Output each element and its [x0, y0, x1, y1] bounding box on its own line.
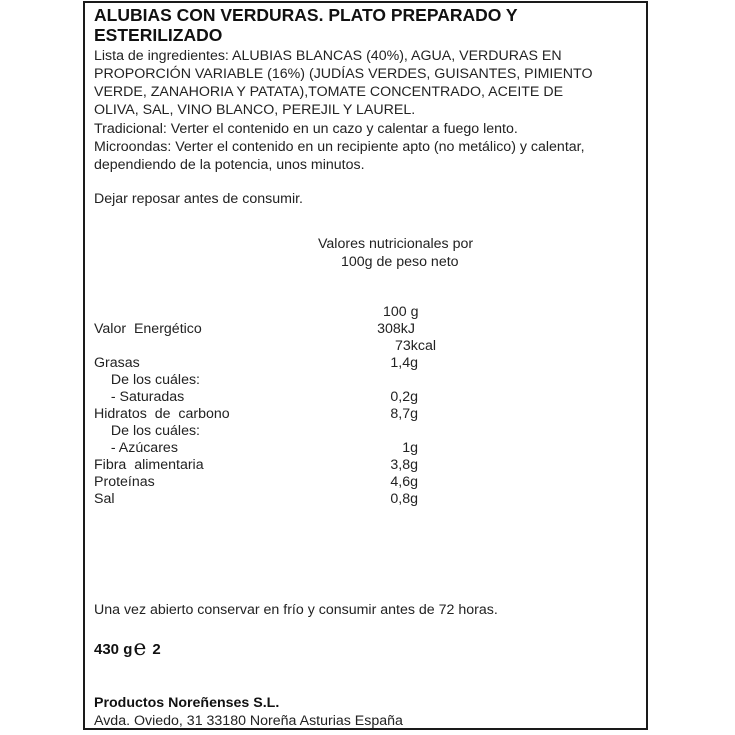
nutrient-value: 1g: [402, 440, 418, 456]
nutrient-label: Sal: [94, 491, 115, 507]
nutrient-value: 0,8g: [390, 491, 418, 507]
nutrient-label: - Azúcares: [103, 440, 178, 456]
net-weight: [94, 636, 161, 661]
nutrition-header-line-1: Valores nutricionales por: [318, 236, 474, 252]
nutrient-value: 8,7g: [390, 406, 418, 422]
microwave-instructions-cont: dependiendo de la potencia, unos minutos.: [94, 157, 365, 173]
manufacturer-name: Productos Noreñenses S.L.: [94, 695, 280, 711]
ingredients-line: VERDE, ZANAHORIA Y PATATA),TOMATE CONCENTRADO, ACEITE DE: [94, 84, 564, 100]
nutrient-label: Grasas: [94, 355, 140, 371]
ingredients-line: PROPORCIÓN VARIABLE (16%) (JUDÍAS VERDES, GUISANTES, PIMIENTO: [94, 66, 593, 82]
traditional-instructions: Tradicional: Verter el contenido en un cazo y calentar a fuego lento.: [94, 121, 518, 137]
nutrient-value: 1,4g: [390, 355, 418, 371]
nutrient-label: Proteínas: [94, 474, 155, 490]
ingredients-line: Lista de ingredientes: ALUBIAS BLANCAS (40%), AGUA, VERDURAS EN: [94, 48, 562, 64]
product-label-panel: [83, 1, 648, 730]
rest-instructions: Dejar reposar antes de consumir.: [94, 191, 303, 207]
manufacturer-address: Avda. Oviedo, 31 33180 Noreña Asturias España: [94, 713, 403, 729]
microwave-instructions: Microondas: Verter el contenido en un recipiente apto (no metálico) y calentar,: [94, 139, 585, 155]
nutrition-header-line-2: 100g de peso neto: [341, 254, 459, 270]
net-weight-code: 2: [152, 641, 161, 658]
nutrient-value: 73kcal: [394, 338, 436, 354]
nutrient-label: Fibra alimentaria: [94, 457, 204, 473]
nutrient-value: 308kJ: [377, 321, 415, 337]
nutrient-label: Hidratos de carbono: [94, 406, 230, 422]
storage-instructions: Una vez abierto conservar en frío y consumir antes de 72 horas.: [94, 602, 498, 618]
nutrient-value: 0,2g: [390, 389, 418, 405]
ingredients-line: OLIVA, SAL, VINO BLANCO, PEREJIL Y LAUREL.: [94, 102, 416, 118]
nutrient-sublabel: De los cuáles:: [103, 372, 200, 388]
estimated-sign-icon: e: [133, 636, 147, 661]
nutrient-label: Valor Energético: [94, 321, 202, 337]
net-weight-amount: 430 g: [94, 641, 133, 658]
nutrient-value: 4,6g: [390, 474, 418, 490]
nutrient-value: 3,8g: [390, 457, 418, 473]
nutrient-label: - Saturadas: [103, 389, 185, 405]
product-title-line-2: ESTERILIZADO: [94, 25, 223, 45]
nutrition-column-header: 100 g: [383, 304, 419, 320]
nutrient-sublabel: De los cuáles:: [103, 423, 200, 439]
product-title-line-1: ALUBIAS CON VERDURAS. PLATO PREPARADO Y: [94, 5, 518, 25]
